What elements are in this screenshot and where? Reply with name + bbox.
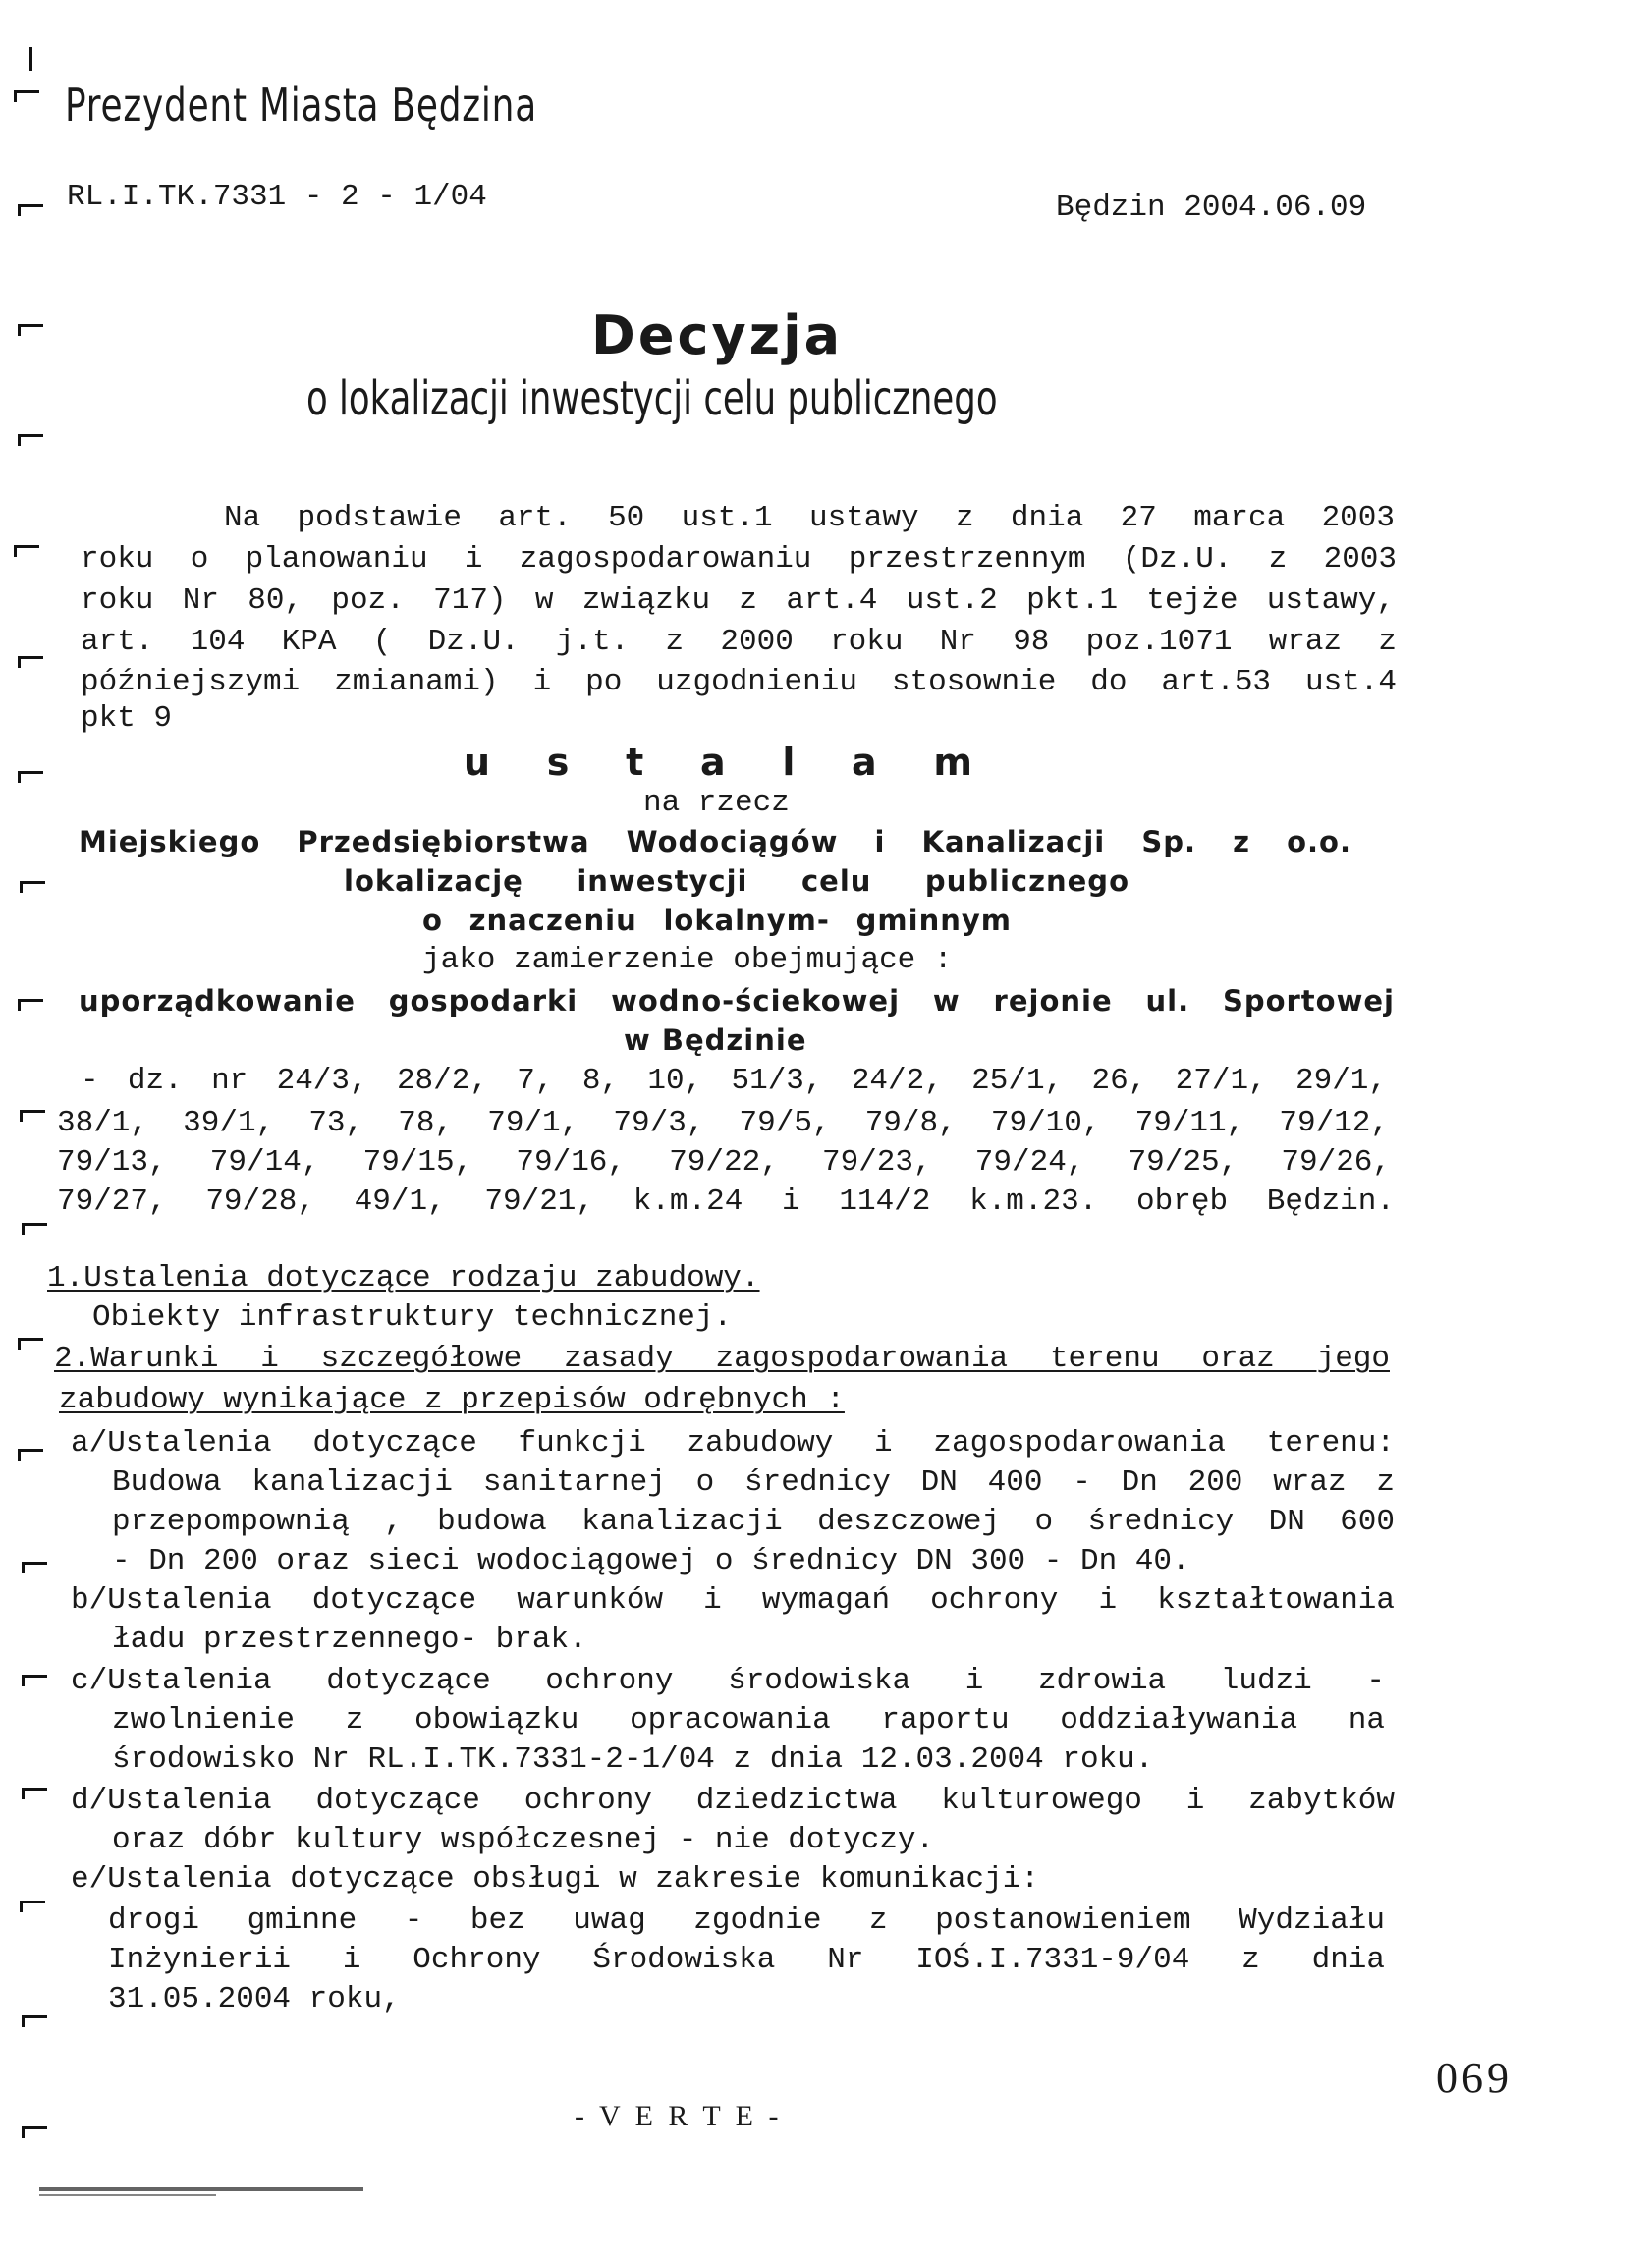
condition-line: środowisko Nr RL.I.TK.7331-2-1/04 z dnia 12.03.2004 roku. <box>112 1742 1154 1777</box>
condition-line: b/Ustalenia dotyczące warunków i wymagań ochrony i kształtowania <box>71 1583 1395 1618</box>
margin-mark <box>18 324 43 338</box>
section2-heading-text: zabudowy wynikające z przepisów odrębnych : <box>59 1383 845 1417</box>
investment-significance: o znaczeniu lokalnym- gminnym <box>422 904 1012 937</box>
decision-verb: u s t a l a m <box>464 741 994 784</box>
document-title: Decyzja <box>591 304 844 366</box>
margin-mark <box>14 90 39 104</box>
scan-noise <box>39 2187 363 2191</box>
condition-line: a/Ustalenia dotyczące funkcji zabudowy i zagospodarowania terenu: <box>71 1426 1395 1461</box>
parcel-line: 79/13, 79/14, 79/15, 79/16, 79/22, 79/23, 79/24, 79/25, 79/26, <box>57 1145 1391 1180</box>
margin-mark <box>18 771 43 785</box>
section2-heading-line <box>59 1383 845 1417</box>
section1-text: Obiekty infrastruktury technicznej. <box>92 1300 733 1335</box>
condition-line: przepompownią , budowa kanalizacji deszczowej o średnicy DN 600 <box>112 1505 1395 1539</box>
project-intro: jako zamierzenie obejmujące : <box>422 943 953 977</box>
page-number: 069 <box>1436 2054 1513 2102</box>
margin-mark <box>22 2126 47 2140</box>
margin-mark <box>22 1675 47 1688</box>
condition-line: d/Ustalenia dotyczące ochrony dziedzictwa kulturowego i zabytków <box>71 1784 1395 1818</box>
margin-mark <box>22 1788 47 1801</box>
margin-mark <box>18 434 43 448</box>
condition-line: Inżynierii i Ochrony Środowiska Nr IOŚ.I.7331-9/04 z dnia <box>108 1943 1385 1977</box>
condition-line: e/Ustalenia dotyczące obsługi w zakresie komunikacji: <box>71 1862 1039 1897</box>
margin-mark <box>22 2015 47 2029</box>
parcel-line: 38/1, 39/1, 73, 78, 79/1, 79/3, 79/5, 79/8, 79/10, 79/11, 79/12, <box>57 1106 1389 1140</box>
in-favour-of: na rzecz <box>643 786 790 820</box>
verte-note: - V E R T E - <box>575 2100 783 2132</box>
section1-heading <box>47 1261 760 1296</box>
intro-line: pkt 9 <box>81 701 173 736</box>
intro-line: Na podstawie art. 50 ust.1 ustawy z dnia 27 marca 2003 <box>224 501 1395 535</box>
margin-tick <box>29 47 32 71</box>
reference-number: RL.I.TK.7331 - 2 - 1/04 <box>67 180 487 214</box>
margin-mark <box>22 1562 47 1575</box>
project-place: w Będzinie <box>624 1023 807 1057</box>
investment-subject: lokalizację inwestycji celu publicznego <box>344 864 1129 898</box>
condition-line: 31.05.2004 roku, <box>108 1982 401 2016</box>
margin-mark <box>18 656 43 670</box>
condition-line: Budowa kanalizacji sanitarnej o średnicy DN 400 - Dn 200 wraz z <box>112 1465 1395 1500</box>
margin-mark <box>18 1449 43 1462</box>
intro-line: art. 104 KPA ( Dz.U. j.t. z 2000 roku Nr 98 poz.1071 wraz z <box>81 625 1397 659</box>
intro-line: późniejszymi zmianami) i po uzgodnieniu stosownie do art.53 ust.4 <box>81 665 1397 699</box>
margin-mark <box>22 1223 47 1237</box>
condition-line: c/Ustalenia dotyczące ochrony środowiska i zdrowia ludzi - <box>71 1664 1385 1698</box>
margin-mark <box>18 1338 43 1351</box>
margin-mark <box>20 1110 45 1124</box>
scan-noise <box>39 2194 216 2196</box>
margin-mark <box>14 545 39 559</box>
margin-mark <box>18 204 43 218</box>
project-description: uporządkowanie gospodarki wodno-ściekowej w rejonie ul. Sportowej <box>79 984 1395 1018</box>
intro-line: roku Nr 80, poz. 717) w związku z art.4 ust.2 pkt.1 tejże ustawy, <box>81 583 1395 618</box>
section1-heading-text: 1.Ustalenia dotyczące rodzaju zabudowy. <box>47 1261 760 1296</box>
condition-line: zwolnienie z obowiązku opracowania raportu oddziaływania na <box>112 1703 1385 1737</box>
intro-line: roku o planowaniu i zagospodarowaniu przestrzennym (Dz.U. z 2003 <box>81 542 1397 577</box>
parcel-line: - dz. nr 24/3, 28/2, 7, 8, 10, 51/3, 24/2, 25/1, 26, 27/1, 29/1, <box>81 1064 1387 1098</box>
condition-line: ładu przestrzennego- brak. <box>112 1623 587 1657</box>
condition-line: oraz dóbr kultury współczesnej - nie dotyczy. <box>112 1823 935 1857</box>
issuing-authority: Prezydent Miasta Będzina <box>65 79 537 132</box>
document-subtitle: o lokalizacji inwestycji celu publicznego <box>306 371 998 426</box>
section2-heading-text: 2.Warunki i szczegółowe zasady zagospodarowania terenu oraz jego <box>54 1342 1390 1376</box>
place-and-date: Będzin 2004.06.09 <box>1056 191 1367 225</box>
beneficiary: Miejskiego Przedsiębiorstwa Wodociągów i Kanalizacji Sp. z o.o. <box>79 825 1351 858</box>
condition-line: - Dn 200 oraz sieci wodociągowej o średnicy DN 300 - Dn 40. <box>112 1544 1190 1578</box>
margin-mark <box>20 1901 45 1914</box>
parcel-line: 79/27, 79/28, 49/1, 79/21, k.m.24 i 114/2 k.m.23. obręb Będzin. <box>57 1185 1395 1219</box>
margin-mark <box>20 881 45 895</box>
section2-heading-line <box>54 1342 1390 1376</box>
condition-line: drogi gminne - bez uwag zgodnie z postanowieniem Wydziału <box>108 1903 1385 1938</box>
margin-mark <box>18 999 43 1013</box>
